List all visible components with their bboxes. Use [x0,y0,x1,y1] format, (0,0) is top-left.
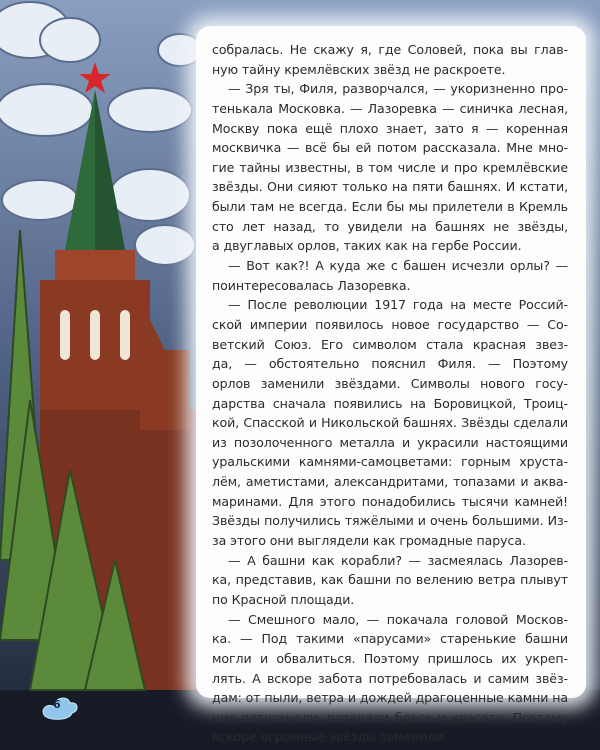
story-text [212,40,568,747]
text-line: звёзды. Они сияют только на пяти башнях. И кстати, [212,179,568,195]
text-line: ветский Союз. Его символом стала красная звез- [212,336,568,352]
text-line: ную тайну кремлёвских звёзд не раскроете. [212,61,506,77]
text-line: маринами. Для этого понадобились тысячи камней! [212,493,568,509]
page-number: 6 [53,698,61,711]
text-line: орлов заменили звёздами. Символы нового госу- [212,375,568,391]
text-line: за этого они выглядели как громадные паруса. [212,533,526,549]
text-line: — Смешного мало, — покачала головой Москов- [228,611,568,627]
text-line: — Вот как?! А куда же с башен исчезли орлы? — [228,258,568,274]
text-line: москвичка — всё бы ей потом рассказала. Мне мно- [212,140,568,156]
text-line: лём, аметистами, александритами, топазами и аква- [212,474,568,490]
text-line: ской империи появилось новое государство — Со- [212,316,568,332]
text-line: сто лет назад, то увидели на башнях не звёзды, [212,218,568,234]
text-line: были там не всегда. Если бы мы прилетели в Кремль [212,199,568,215]
text-line: ка, представив, как башни по велению ветра плывут [212,572,568,588]
text-line: уральскими камнями-самоцветами: горным хруста- [212,454,568,470]
text-line: поинтересовалась Лазоревка. [212,277,411,293]
text-line: вскоре огромные звёзды заменили. [212,729,448,745]
text-line: могли и обвалиться. Поэтому пришлось их укреп- [212,650,568,666]
text-line: дарства сначала появились на Боровицкой, Троиц- [212,395,568,411]
text-line: Москву пока ещё плохо знает, зато я — коренная [212,120,568,136]
text-line: — После революции 1917 года на месте Россий- [228,297,568,313]
text-line: тенькала Московка. — Лазоревка — синичка лесная, [212,100,568,116]
text-line: лять. А вскоре забота потребовалась и самим звёз- [212,670,568,686]
text-line: дам: от пыли, ветра и дождей драгоценные камни на [212,690,568,706]
text-line: Звёзды получились тяжёлыми и очень большими. Из- [212,513,568,529]
text-line: собралась. Не скажу я, где Соловей, пока вы глав- [212,42,568,57]
text-line: а двуглавых орлов, таких как на гербе России. [212,238,522,254]
text-line: кой, Спасской и Никольской башнях. Звёзды сделали [212,415,568,431]
text-line: них потускнели, потеряли блеск и красоту. Поэтому [212,709,568,725]
text-line: — А башни как корабли? — засмеялась Лазорев- [228,552,568,568]
text-line: да, — обстоятельно пояснил Филя. — Поэтому [212,356,568,372]
text-line: из позолоченного металла и украсили настоящими [212,434,568,450]
page-number-badge [40,693,80,723]
text-line: гие тайны известны, в том числе и про кремлёвские [212,159,568,175]
text-line: — Зря ты, Филя, разворчался, — укоризненно про- [228,81,568,97]
text-line: ка. — Под такими «парусами» старенькие башни [212,631,568,647]
text-line: по Красной площади. [212,591,355,607]
